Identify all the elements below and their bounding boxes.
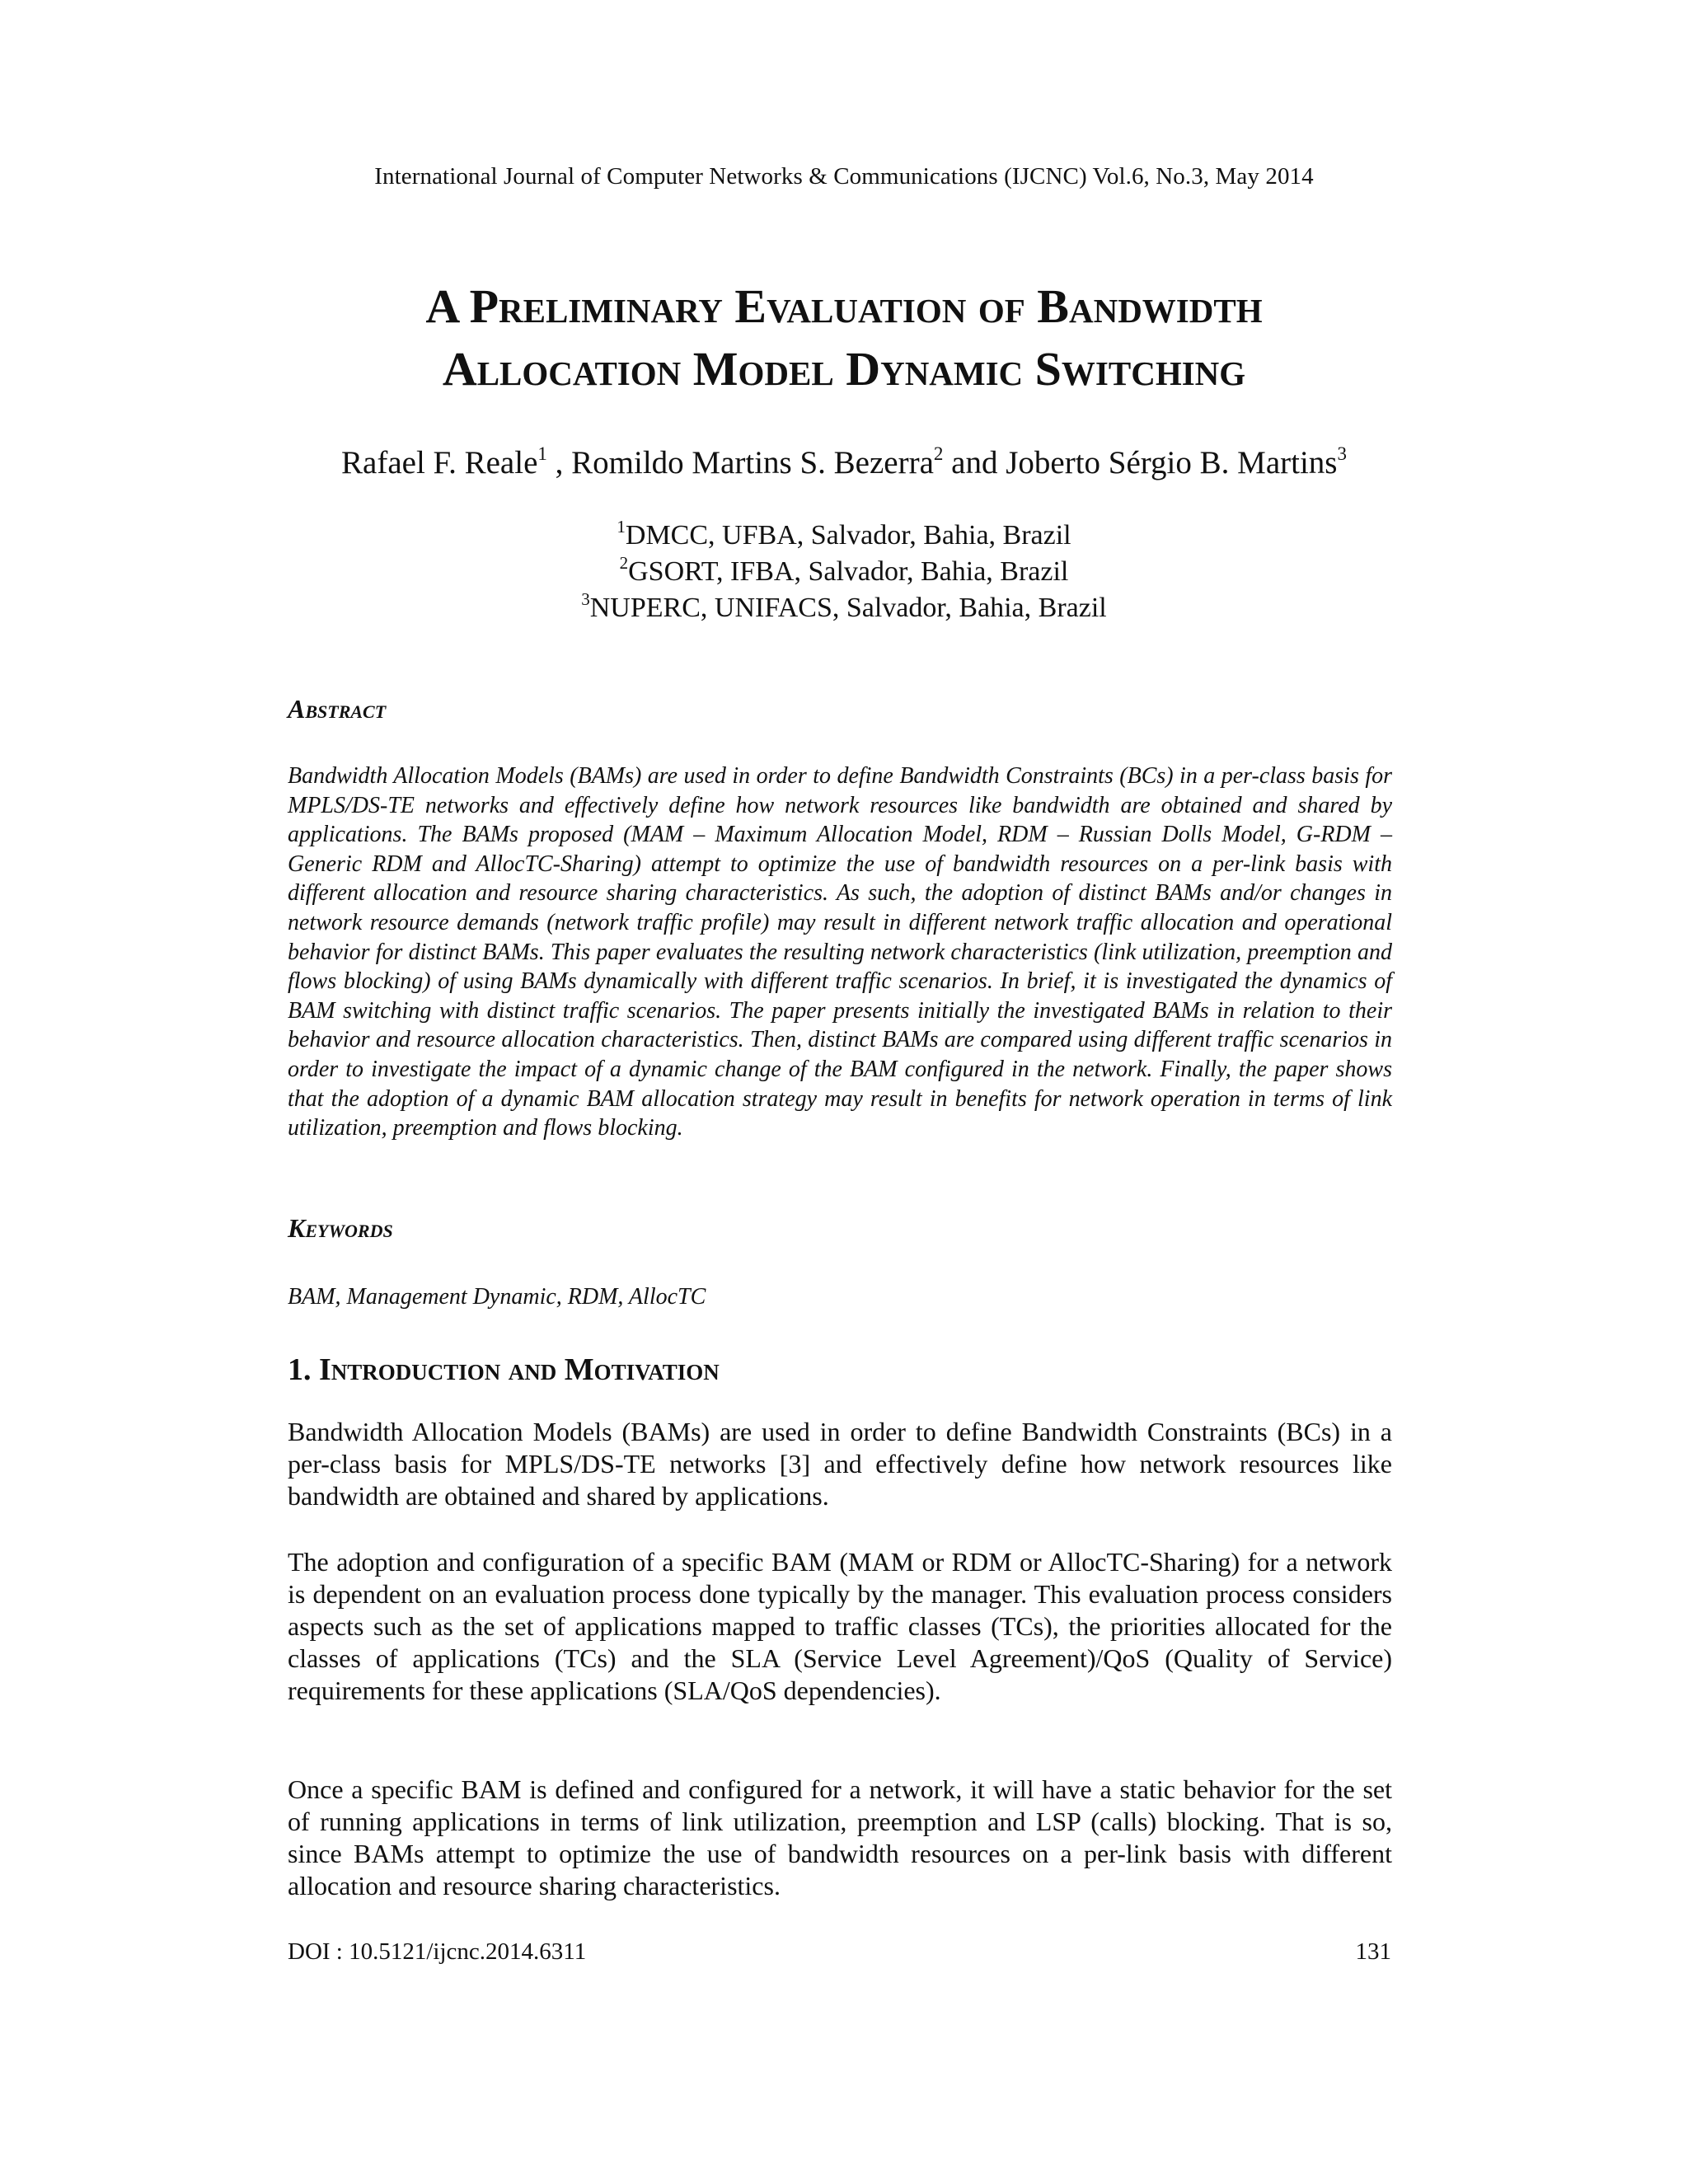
page-number: 131 (1355, 1938, 1391, 1965)
keywords-heading: Keywords (288, 1213, 393, 1243)
doi-footer: DOI : 10.5121/ijcnc.2014.6311 (288, 1938, 587, 1965)
paper-title-line-2: Allocation Model Dynamic Switching (442, 342, 1246, 396)
affiliation-1-text: DMCC, UFBA, Salvador, Bahia, Brazil (625, 520, 1071, 551)
author-3-name: and Joberto Sérgio B. Martins (943, 445, 1338, 480)
author-1-name: Rafael F. Reale (341, 445, 538, 480)
affiliation-1 (0, 518, 1688, 554)
running-header: International Journal of Computer Networks & Communications (IJCNC) Vol.6, No.3, May 2014 (374, 163, 1314, 190)
affiliation-3 (0, 590, 1688, 626)
affiliation-list (0, 518, 1688, 626)
affiliation-1-superscript: 1 (617, 517, 626, 537)
affiliation-3-text: NUPERC, UNIFACS, Salvador, Bahia, Brazil (589, 593, 1107, 623)
paper-title-line-1: A Preliminary Evaluation of Bandwidth (425, 279, 1263, 333)
section-1-paragraph-2: The adoption and configuration of a specific BAM (MAM or RDM or AllocTC-Sharing) for a network is dependent on an evaluation process done typically by the manager. This evaluation process considers aspects such as the set of applications mapped to traffic classes (TCs), the priorities allocated for the classes of applications (TCs) and the SLA (Service Level Agreement)/QoS (Quality of Service) requirements for these applications (SLA/QoS dependencies). (288, 1547, 1392, 1705)
author-list (0, 443, 1688, 483)
section-1-paragraph-3: Once a specific BAM is defined and configured for a network, it will have a static behavior for the set of running applications in terms of link utilization, preemption and LSP (calls) blocking. That is so, since BAMs attempt to optimize the use of bandwidth resources on a per-link basis with different allocation and resource sharing characteristics. (288, 1774, 1392, 1900)
affiliation-3-superscript: 3 (581, 589, 590, 609)
affiliation-2-text: GSORT, IFBA, Salvador, Bahia, Brazil (628, 556, 1069, 587)
author-3-superscript: 3 (1337, 443, 1347, 464)
affiliation-2-superscript: 2 (619, 553, 629, 573)
section-1-paragraph-1: Bandwidth Allocation Models (BAMs) are used in order to define Bandwidth Constraints (BCs) in a per-class basis for MPLS/DS-TE networks [3] and effectively define how network resources like bandwidth are obtained and shared by applications. (288, 1417, 1392, 1511)
affiliation-2 (0, 554, 1688, 590)
author-1-superscript: 1 (537, 443, 547, 464)
author-2-name: , Romildo Martins S. Bezerra (546, 445, 934, 480)
section-1-heading: 1. Introduction and Motivation (288, 1352, 720, 1387)
abstract-heading: Abstract (288, 694, 387, 724)
paper-title (0, 275, 1688, 401)
author-2-superscript: 2 (933, 443, 944, 464)
keywords-text: BAM, Management Dynamic, RDM, AllocTC (288, 1284, 706, 1310)
abstract-text: Bandwidth Allocation Models (BAMs) are used in order to define Bandwidth Constraints (BCs) in a per-class basis for MPLS/DS-TE networks and effectively define how network resources like bandwidth are obtained and shared by applications. The BAMs proposed (MAM – Maximum Allocation Model, RDM – Russian Dolls Model, G-RDM – Generic RDM and AllocTC-Sharing) attempt to optimize the use of bandwidth resources on a per-link basis with different allocation and resource sharing characteristics. As such, the adoption of distinct BAMs and/or changes in network resource demands (network traffic profile) may result in different network traffic allocation and operational behavior for distinct BAMs. This paper evaluates the resulting network characteristics (link utilization, preemption and flows blocking) of using BAMs dynamically with different traffic scenarios. In brief, it is investigated the dynamics of BAM switching with distinct traffic scenarios. The paper presents initially the investigated BAMs in relation to their behavior and resource allocation characteristics. Then, distinct BAMs are compared using different traffic scenarios in order to investigate the impact of a dynamic change of the BAM configured in the network. Finally, the paper shows that the adoption of a dynamic BAM allocation strategy may result in benefits for network operation in terms of link utilization, preemption and flows blocking. (288, 763, 1392, 1141)
